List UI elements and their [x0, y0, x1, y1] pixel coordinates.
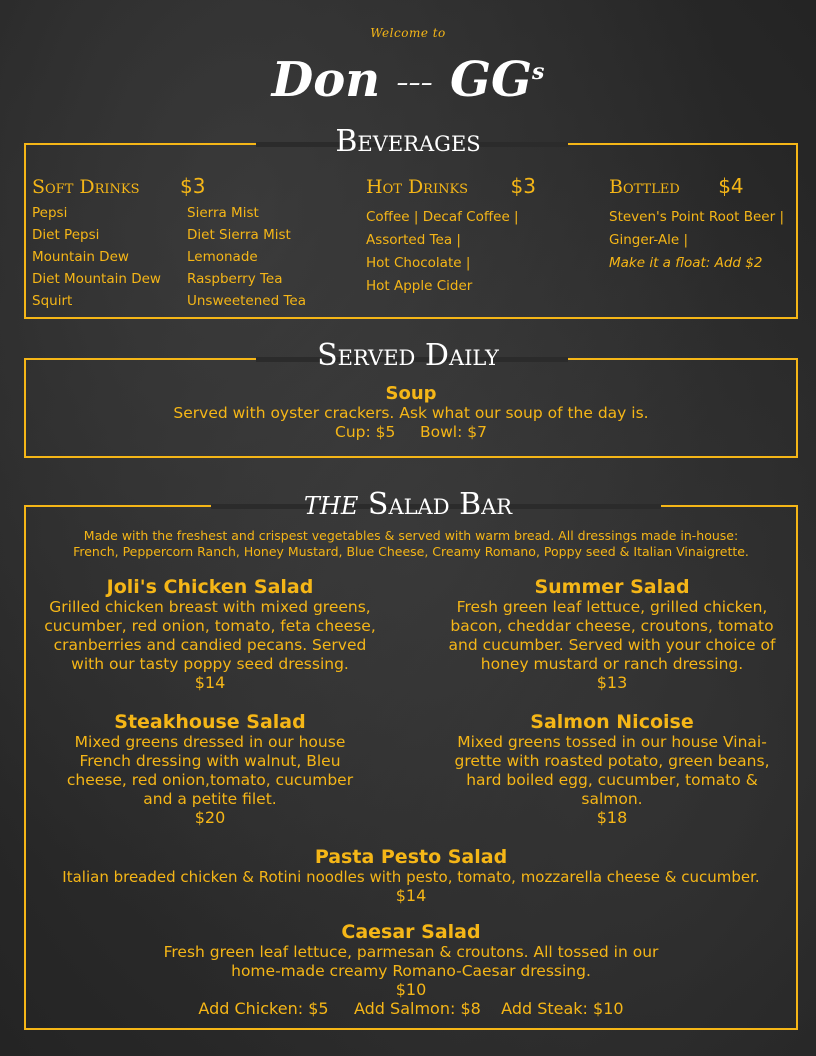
- menu-item: Ginger-Ale |: [609, 232, 689, 248]
- soup-description: Served with oyster crackers. Ask what our soup of the day is.: [173, 404, 649, 422]
- item-desc-line: Mixed greens tossed in our house Vinai-: [457, 733, 767, 751]
- menu-item: Unsweetened Tea: [187, 293, 306, 309]
- float-note: Make it a float: Add $2: [609, 255, 763, 271]
- served-daily-title: Served Daily: [317, 338, 499, 373]
- menu-item: Diet Mountain Dew: [32, 271, 161, 287]
- item-name: Salmon Nicoise: [530, 711, 694, 733]
- menu-item-joli-chicken-salad: [30, 576, 390, 692]
- menu-item: Sierra Mist: [187, 205, 259, 221]
- menu-item: Hot Apple Cider: [366, 278, 473, 294]
- bottled-heading: Bottled: [609, 176, 680, 198]
- item-desc-line: Fresh green leaf lettuce, grilled chicken,: [456, 598, 768, 616]
- soft-drinks-price: $3: [180, 174, 206, 198]
- hot-drinks-heading: Hot Drinks: [366, 176, 469, 198]
- menu-item: Assorted Tea |: [366, 232, 461, 248]
- menu-item: Diet Pepsi: [32, 227, 100, 243]
- item-price: $14: [194, 673, 226, 692]
- restaurant-logo: [0, 42, 816, 114]
- salad-intro-line: Made with the freshest and crispest vegetables & served with warm bread. All dressings made in-house:: [83, 528, 739, 543]
- menu-item-summer-salad: [430, 576, 794, 692]
- item-desc-line: grette with roasted potato, green beans,: [454, 752, 770, 770]
- salad-title-the: THE: [303, 492, 359, 520]
- menu-item: Diet Sierra Mist: [187, 227, 291, 243]
- item-desc-line: and cucumber. Served with your choice of: [448, 636, 776, 654]
- menu-item: Coffee | Decaf Coffee |: [366, 209, 519, 225]
- salad-intro-line: French, Peppercorn Ranch, Honey Mustard, Blue Cheese, Creamy Romano, Poppy seed & Italian Vinaigrette.: [73, 544, 749, 559]
- item-desc-line: honey mustard or ranch dressing.: [480, 655, 744, 673]
- item-desc-line: Italian breaded chicken & Rotini noodles with pesto, tomato, mozzarella cheese & cucumber.: [62, 868, 760, 886]
- menu-item: Lemonade: [187, 249, 258, 265]
- hot-drinks-price: $3: [510, 174, 536, 198]
- item-price: $13: [596, 673, 628, 692]
- item-price: $10: [395, 980, 427, 999]
- hot-drinks-section: [366, 172, 596, 298]
- bottled-price: $4: [718, 174, 744, 198]
- item-desc-line: cheese, red onion,tomato, cucumber: [66, 771, 354, 789]
- caesar-addons: Add Chicken: $5 Add Salmon: $8 Add Steak: $10: [198, 999, 624, 1018]
- logo-left: Don: [271, 52, 381, 108]
- menu-item-caesar-salad: [24, 921, 798, 1018]
- item-name: Summer Salad: [534, 576, 690, 598]
- menu-item-pasta-pesto-salad: [24, 846, 798, 905]
- item-price: $18: [596, 808, 628, 827]
- logo-dots: ‒‒‒: [396, 73, 434, 93]
- item-desc-line: French dressing with walnut, Bleu: [79, 752, 341, 770]
- item-name: Steakhouse Salad: [114, 711, 306, 733]
- logo-right: GG: [450, 52, 532, 108]
- soup-name: Soup: [385, 383, 437, 404]
- item-desc-line: hard boiled egg, cucumber, tomato &: [466, 771, 758, 789]
- salad-bar-title: [0, 487, 816, 524]
- menu-item: Mountain Dew: [32, 249, 129, 265]
- item-price: $20: [194, 808, 226, 827]
- welcome-text: Welcome to: [370, 26, 446, 40]
- menu-item: Squirt: [32, 293, 73, 309]
- soup-prices: Cup: $5 Bowl: $7: [335, 423, 487, 441]
- soft-drinks-col2: [187, 202, 306, 312]
- salad-intro: [24, 528, 798, 560]
- logo-sup: s: [531, 59, 545, 85]
- item-name: Joli's Chicken Salad: [106, 576, 314, 598]
- item-desc-line: Fresh green leaf lettuce, parmesan & croutons. All tossed in our: [163, 943, 659, 961]
- menu-item: Steven's Point Root Beer |: [609, 209, 785, 225]
- soft-drinks-col1: [32, 202, 161, 312]
- menu-item: Pepsi: [32, 205, 68, 221]
- item-name: Pasta Pesto Salad: [314, 846, 508, 868]
- beverages-title: Beverages: [335, 124, 481, 159]
- menu-item: Raspberry Tea: [187, 271, 283, 287]
- bottled-section: [609, 172, 794, 275]
- item-desc-line: salmon.: [581, 790, 643, 808]
- item-price: $14: [395, 886, 427, 905]
- menu-item-salmon-nicoise: [430, 711, 794, 827]
- item-desc-line: home-made creamy Romano-Caesar dressing.: [231, 962, 591, 980]
- item-desc-line: Mixed greens dressed in our house: [74, 733, 346, 751]
- item-name: Caesar Salad: [341, 921, 481, 943]
- soup-section: [24, 384, 798, 442]
- salad-title-rest: Salad Bar: [367, 487, 513, 522]
- menu-item: Hot Chocolate |: [366, 255, 471, 271]
- menu-item-steakhouse-salad: [30, 711, 390, 827]
- item-desc-line: Grilled chicken breast with mixed greens,: [49, 598, 371, 616]
- item-desc-line: and a petite filet.: [143, 790, 277, 808]
- soft-drinks-section: [32, 172, 332, 203]
- item-desc-line: with our tasty poppy seed dressing.: [71, 655, 349, 673]
- soft-drinks-heading: Soft Drinks: [32, 176, 140, 198]
- item-desc-line: cucumber, red onion, tomato, feta cheese,: [44, 617, 376, 635]
- item-desc-line: bacon, cheddar cheese, croutons, tomato: [450, 617, 774, 635]
- item-desc-line: cranberries and candied pecans. Served: [53, 636, 367, 654]
